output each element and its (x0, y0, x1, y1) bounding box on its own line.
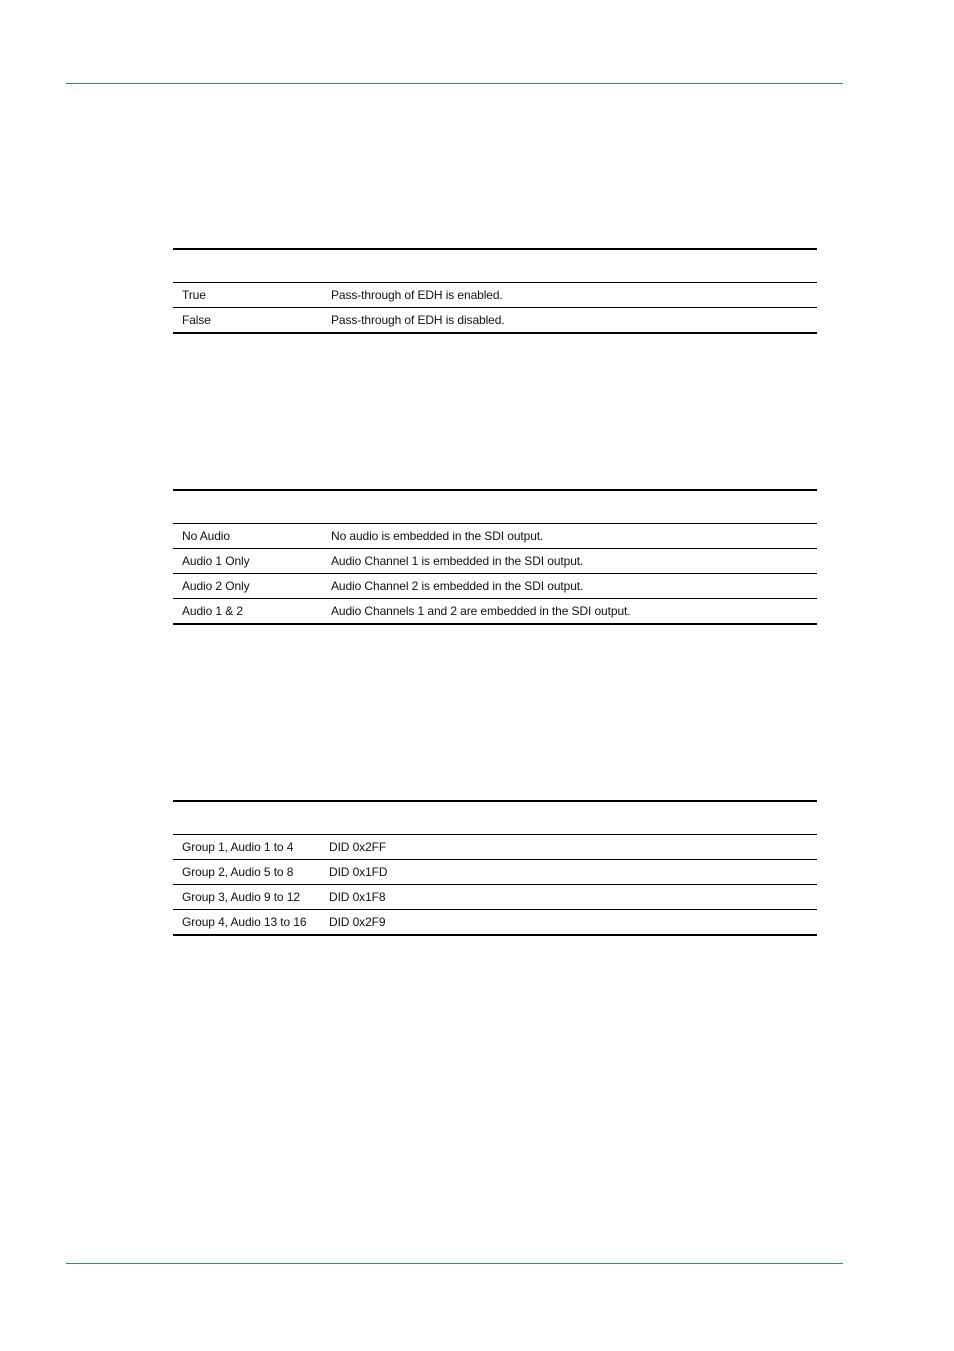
table-row (173, 283, 817, 308)
description-cell: DID 0x2FF (329, 840, 387, 854)
description-cell: Audio Channel 2 is embedded in the SDI output. (331, 579, 584, 593)
description-cell: Audio Channels 1 and 2 are embedded in the SDI output. (331, 604, 631, 618)
header-rule (66, 83, 843, 84)
description-cell: DID 0x1FD (329, 865, 388, 879)
footer-rule (66, 1263, 843, 1264)
description-cell: Audio Channel 1 is embedded in the SDI output. (331, 554, 584, 568)
description-cell: Pass-through of EDH is disabled. (331, 313, 505, 327)
table-row (173, 308, 817, 334)
description-cell: Pass-through of EDH is enabled. (331, 288, 503, 302)
option-cell: Audio 1 & 2 (182, 604, 243, 618)
option-cell: Group 4, Audio 13 to 16 (182, 915, 307, 929)
option-cell: Audio 2 Only (182, 579, 250, 593)
option-cell: Group 3, Audio 9 to 12 (182, 890, 300, 904)
description-cell: DID 0x1F8 (329, 890, 386, 904)
table-row (173, 599, 817, 625)
table-row (173, 835, 817, 860)
option-cell: Audio 1 Only (182, 554, 250, 568)
table-header (173, 491, 817, 524)
option-cell: Group 1, Audio 1 to 4 (182, 840, 294, 854)
table-row (173, 910, 817, 936)
audio-embedding-table (173, 489, 817, 625)
option-cell: No Audio (182, 529, 230, 543)
table-row (173, 549, 817, 574)
table-row (173, 524, 817, 549)
table-header (173, 250, 817, 283)
table-row (173, 574, 817, 599)
option-cell: False (182, 313, 211, 327)
table-row (173, 860, 817, 885)
option-cell: True (182, 288, 206, 302)
description-cell: DID 0x2F9 (329, 915, 386, 929)
audio-group-table (173, 800, 817, 936)
option-cell: Group 2, Audio 5 to 8 (182, 865, 294, 879)
description-cell: No audio is embedded in the SDI output. (331, 529, 544, 543)
table-row (173, 885, 817, 910)
table-header (173, 802, 817, 835)
edh-passthrough-table (173, 248, 817, 334)
